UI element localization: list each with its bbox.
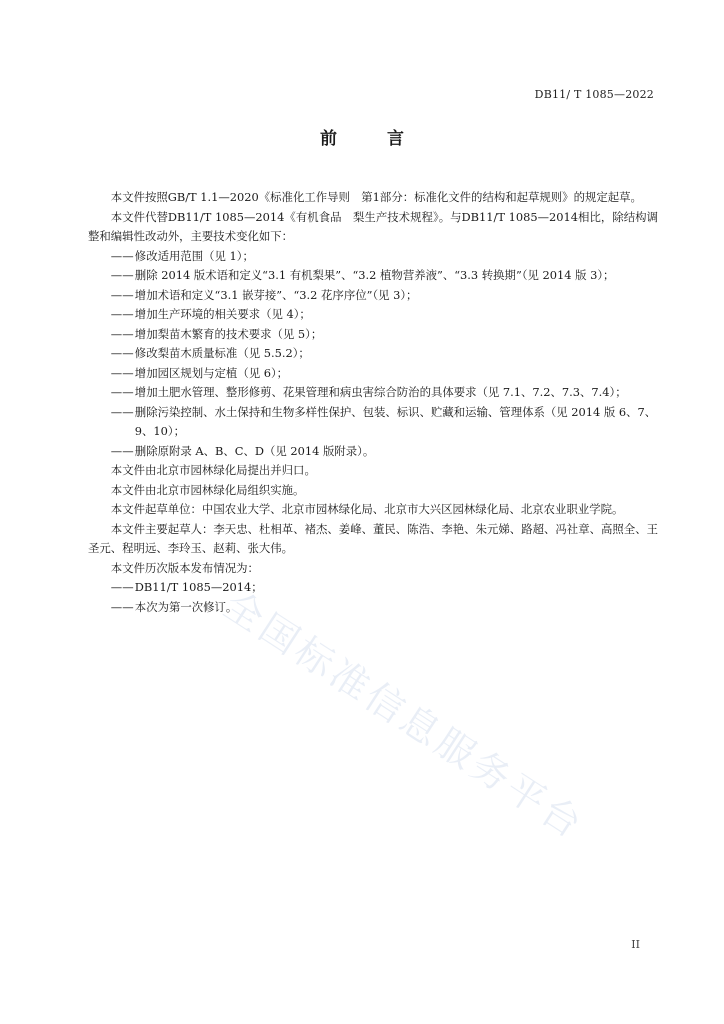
dash-mark: —— <box>110 307 134 321</box>
change-item-text: 增加园区规划与定植（见 6）； <box>134 365 289 380</box>
paragraph-proposer: 本文件由北京市园林绿化局提出并归口。 <box>110 463 316 477</box>
change-item-text: 修改梨苗木质量标准（见 5.5.2）； <box>134 346 310 360</box>
dash-mark: —— <box>110 443 134 458</box>
dash-mark: —— <box>110 268 134 282</box>
foreword-body <box>88 188 658 617</box>
standard-code: DB11/ T 1085—2022 <box>534 88 654 101</box>
change-item-text: 增加土肥水管理、整形修剪、花果管理和病虫害综合防治的具体要求（见 7.1、7.2、7.3、7.4）； <box>134 385 627 399</box>
change-item-text: 增加术语和定义“3.1 嵌芽接”、“3.2 花序序位”（见 3）； <box>134 287 418 302</box>
change-item <box>88 344 658 364</box>
paragraph-replacement: 本文件代替DB11/T 1085—2014《有机食品 梨生产技术规程》。与DB11/T 1085—2014相比，除结构调整和编辑性改动外，主要技术变化如下： <box>88 209 658 243</box>
watermark: 全国标准信息服务平台 <box>216 582 593 849</box>
history-item <box>88 598 658 618</box>
dash-mark: —— <box>110 599 134 614</box>
dash-mark: —— <box>110 346 134 360</box>
change-item <box>88 442 658 462</box>
paragraph-implementer: 本文件由北京市园林绿化局组织实施。 <box>110 482 305 497</box>
dash-mark: —— <box>110 404 134 419</box>
dash-mark: —— <box>110 385 134 399</box>
paragraph-history-intro: 本文件历次版本发布情况为： <box>110 560 259 575</box>
page-number: II <box>631 938 640 951</box>
dash-mark: —— <box>110 365 134 380</box>
change-item <box>88 247 658 267</box>
change-item-text: 删除 2014 版术语和定义“3.1 有机梨果”、“3.2 植物营养液”、“3.3 转换期”（见 2014 版 3）； <box>134 268 615 282</box>
change-item <box>88 266 658 286</box>
page-title: 前 言 <box>320 129 426 149</box>
change-item-text: 增加生产环境的相关要求（见 4）； <box>134 307 311 321</box>
change-item <box>88 286 658 306</box>
change-item-text: 修改适用范围（见 1）； <box>134 248 254 263</box>
dash-mark: —— <box>110 326 134 341</box>
paragraph-drafting-units: 本文件起草单位：中国农业大学、北京市园林绿化局、北京市大兴区园林绿化局、北京农业职业学院。 <box>110 502 624 516</box>
history-item <box>88 578 658 598</box>
change-item <box>88 325 658 345</box>
change-item <box>88 383 658 403</box>
change-item <box>88 403 658 442</box>
paragraph-drafting-rules: 本文件按照GB/T 1.1—2020《标准化工作导则 第1部分：标准化文件的结构和起草规则》的规定起草。 <box>110 190 642 204</box>
history-item-text: DB11/T 1085—2014； <box>134 580 263 594</box>
paragraph-drafters: 本文件主要起草人：李天忠、杜相革、褚杰、姜峰、董民、陈浩、李艳、朱元娣、路超、冯社章、高照全、王圣元、程明远、李玲玉、赵莉、张大伟。 <box>88 521 658 555</box>
change-item-text: 删除原附录 A、B、C、D（见 2014 版附录）。 <box>134 443 375 458</box>
history-item-text: 本次为第一次修订。 <box>134 599 238 614</box>
change-item-text: 增加梨苗木繁育的技术要求（见 5）； <box>134 326 323 341</box>
change-item-text: 删除污染控制、水土保持和生物多样性保护、包装、标识、贮藏和运输、管理体系（见 2014 版 6、7、9、10）； <box>134 404 657 438</box>
dash-mark: —— <box>110 287 134 302</box>
change-item <box>88 305 658 325</box>
dash-mark: —— <box>110 580 134 594</box>
dash-mark: —— <box>110 248 134 263</box>
change-item <box>88 364 658 384</box>
